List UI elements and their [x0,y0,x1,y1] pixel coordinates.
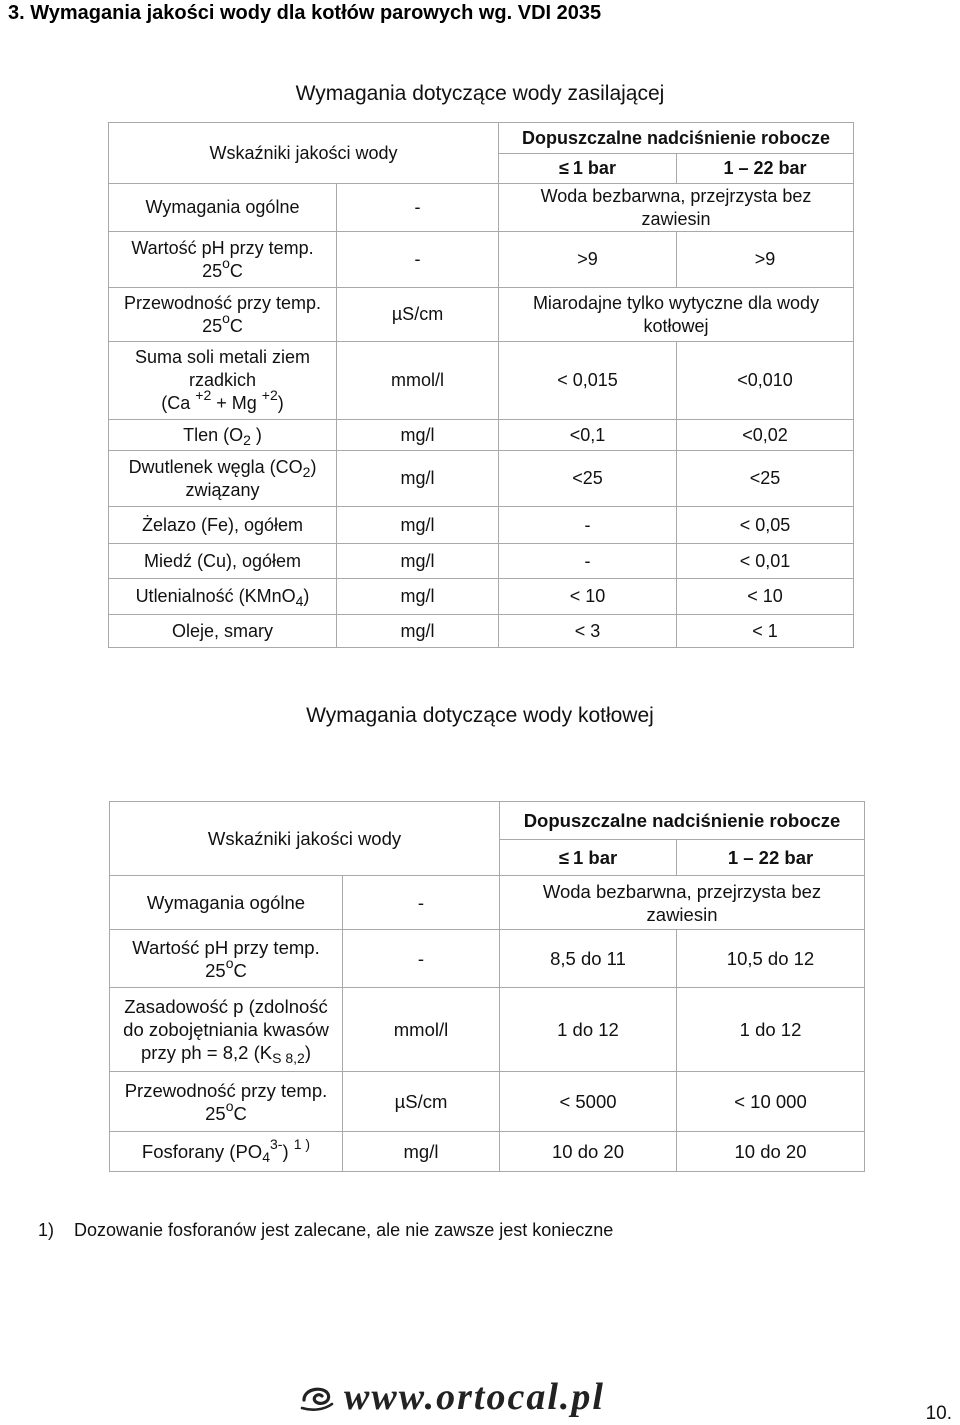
table-row [110,988,865,1072]
table-row [109,507,854,544]
row-value-1bar: < 0,015 [499,342,677,420]
boiler-water-title: Wymagania dotyczące wody kotłowej [306,704,654,727]
table-row [110,1132,865,1172]
row-unit: - [337,232,499,288]
row-value-1-22bar: <0,010 [677,342,854,420]
row-value-1-22bar: < 10 000 [677,1072,865,1132]
row-value-1bar: <0,1 [499,420,677,451]
row-merged-value: Miarodajne tylko wytyczne dla wody kotłowej [499,288,854,342]
footnote-number: 1) [38,1220,55,1240]
section-heading: 3. Wymagania jakości wody dla kotłów parowych wg. VDI 2035 [8,2,602,24]
row-unit: mmol/l [337,342,499,420]
row-label: Wymagania ogólne [110,876,343,930]
row-unit: mmol/l [343,988,500,1072]
row-value-1bar: 10 do 20 [500,1132,677,1172]
row-unit: mg/l [337,420,499,451]
col-pressure-header: Dopuszczalne nadciśnienie robocze [499,123,854,154]
less-equal-icon: ≤ [558,847,569,868]
col-pressure-header: Dopuszczalne nadciśnienie robocze [500,802,865,840]
row-value-1bar: 8,5 do 11 [500,930,677,988]
row-unit: mg/l [343,1132,500,1172]
footnote [38,1220,613,1241]
col-pressure-1bar: ≤ 1 bar [500,840,677,876]
col-pressure-1-22bar: 1 – 22 bar [677,154,854,184]
col-pressure-1-22bar: 1 – 22 bar [677,840,865,876]
row-value-1-22bar: <0,02 [677,420,854,451]
ortocal-swirl-icon [300,1382,334,1412]
table-row [109,342,854,420]
row-value-1bar: < 5000 [500,1072,677,1132]
row-unit: mg/l [337,544,499,579]
row-label: Utlenialność (KMnO$_4$) [109,579,337,615]
row-unit: µS/cm [337,288,499,342]
row-merged-value: Woda bezbarwna, przejrzysta bez zawiesin [500,876,865,930]
row-label: Przewodność przy temp. 25$^o$C [109,288,337,342]
table-row [109,544,854,579]
row-unit: mg/l [337,579,499,615]
col-indicators-header: Wskaźniki jakości wody [109,123,499,184]
table-row [109,232,854,288]
row-label: Wartość pH przy temp. 25$^o$C [109,232,337,288]
row-label: Suma soli metali ziem rzadkich (Ca $^{+2}$ + Mg $^{+2}$) [109,342,337,420]
row-value-1-22bar: < 10 [677,579,854,615]
row-label: Wartość pH przy temp. 25$^o$C [110,930,343,988]
row-unit: - [343,930,500,988]
row-merged-value: Woda bezbarwna, przejrzysta bez zawiesin [499,184,854,232]
footer-logo [300,1375,605,1419]
feed-water-title: Wymagania dotyczące wody zasilającej [295,82,665,105]
row-value-1bar: <25 [499,451,677,507]
table-row [109,615,854,648]
row-value-1-22bar: <25 [677,451,854,507]
row-label: Miedź (Cu), ogółem [109,544,337,579]
row-label: Dwutlenek węgla $(CO_2)$ związany [109,451,337,507]
table-row [110,876,865,930]
row-label: Wymagania ogólne [109,184,337,232]
row-value-1bar: 1 do 12 [500,988,677,1072]
row-unit: mg/l [337,615,499,648]
row-value-1bar: - [499,544,677,579]
row-value-1-22bar: 10,5 do 12 [677,930,865,988]
table-header-row [110,802,865,840]
page-number: 10. [925,1403,952,1424]
col-pressure-1bar: ≤ 1 bar [499,154,677,184]
row-value-1bar: >9 [499,232,677,288]
table-row [109,579,854,615]
row-value-1bar: < 10 [499,579,677,615]
row-value-1-22bar: < 0,05 [677,507,854,544]
table-row [110,1072,865,1132]
footnote-text: Dozowanie fosforanów jest zalecane, ale nie zawsze jest konieczne [74,1220,614,1240]
row-label: Tlen ($O_2$ ) [109,420,337,451]
less-equal-icon: ≤ [559,158,569,178]
row-unit: - [337,184,499,232]
row-value-1bar: < 3 [499,615,677,648]
row-value-1-22bar: >9 [677,232,854,288]
boiler-water-table [109,801,865,1172]
row-value-1-22bar: < 0,01 [677,544,854,579]
row-unit: µS/cm [343,1072,500,1132]
row-value-1-22bar: 1 do 12 [677,988,865,1072]
col-indicators-header: Wskaźniki jakości wody [110,802,500,876]
table-header-row [109,123,854,154]
table-row [110,930,865,988]
row-value-1bar: - [499,507,677,544]
row-unit: - [343,876,500,930]
row-unit: mg/l [337,451,499,507]
row-value-1-22bar: < 1 [677,615,854,648]
row-label: Fosforany $(PO_4^{3-})$ $^{1 )}$ [110,1132,343,1172]
row-value-1-22bar: 10 do 20 [677,1132,865,1172]
row-label: Zasadowość p (zdolność do zobojętniania kwasów przy ph = 8,2 $(K_{S 8,2})$ [110,988,343,1072]
row-label: Żelazo (Fe), ogółem [109,507,337,544]
footer-logo-text: www.ortocal.pl [344,1376,605,1418]
row-label: Oleje, smary [109,615,337,648]
table-row [109,451,854,507]
table-row [109,420,854,451]
feed-water-table [108,122,854,648]
table-row [109,184,854,232]
row-unit: mg/l [337,507,499,544]
row-label: Przewodność przy temp. 25$^o$C [110,1072,343,1132]
table-row [109,288,854,342]
